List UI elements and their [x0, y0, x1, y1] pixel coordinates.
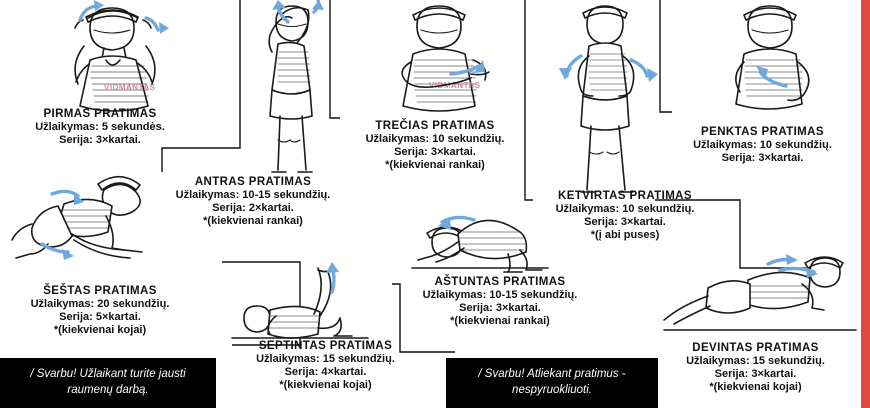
exercise-2-title: ANTRAS PRATIMAS	[194, 176, 312, 188]
figure-exercise-4	[545, 0, 665, 200]
exercise-5-line-2: Serija: 3×kartai.	[721, 151, 804, 164]
caption-exercise-3	[330, 120, 540, 171]
accent-bar	[861, 0, 870, 408]
caption-exercise-2	[148, 176, 358, 227]
exercise-3-title: TREČIAS PRATIMAS	[375, 120, 495, 132]
caption-exercise-5	[655, 126, 870, 165]
note-right: / Svarbu! Atliekant pratimus - nespyruokliuoti.	[446, 358, 658, 408]
exercise-1-line-2: Serija: 3×kartai.	[59, 133, 141, 146]
exercise-2-line-2: Serija: 2×kartai.	[212, 201, 294, 214]
exercise-9-title: DEVINTAS PRATIMAS	[692, 342, 819, 354]
caption-exercise-9	[648, 342, 863, 393]
figure-exercise-3	[355, 0, 515, 120]
svg-text:VIDMANTAS: VIDMANTAS	[104, 83, 156, 92]
exercise-1-line-1: Užlaikymas: 5 sekundės.	[35, 121, 165, 134]
exercise-7-line-2: Serija: 4×kartai.	[284, 365, 367, 378]
exercise-3-line-1: Užlaikymas: 10 sekundžių.	[365, 133, 505, 146]
exercise-6-line-3: *(kiekvienai kojai)	[53, 323, 147, 336]
exercise-6-line-2: Serija: 5×kartai.	[59, 310, 141, 323]
note-left: / Svarbu! Užlaikant turite jausti raumenų darbą.	[0, 358, 216, 408]
exercise-8-line-3: *(kiekvienai rankai)	[450, 314, 550, 327]
caption-exercise-8	[390, 276, 610, 327]
exercise-3-line-2: Serija: 3×kartai.	[394, 145, 476, 158]
exercise-6-title: ŠEŠTAS PRATIMAS	[43, 285, 157, 297]
exercise-5-title: PENKTAS PRATIMAS	[701, 126, 824, 138]
exercise-9-line-1: Užlaikymas: 15 sekundžių.	[686, 355, 825, 368]
exercise-9-line-3: *(kiekvienai kojai)	[709, 380, 802, 393]
caption-exercise-1	[0, 108, 200, 147]
figure-exercise-1	[28, 0, 198, 112]
exercise-8-line-1: Užlaikymas: 10-15 sekundžių.	[422, 289, 578, 302]
figure-exercise-7	[228, 262, 398, 344]
exercise-7-title: SEPTINTAS PRATIMAS	[258, 340, 393, 352]
caption-exercise-4	[520, 190, 730, 241]
figure-exercise-9	[660, 250, 860, 350]
exercise-4-line-2: Serija: 3×kartai.	[584, 215, 666, 228]
exercise-5-line-1: Užlaikymas: 10 sekundžių.	[693, 139, 832, 152]
exercise-8-line-2: Serija: 3×kartai.	[459, 301, 541, 314]
exercise-2-line-1: Užlaikymas: 10-15 sekundžių.	[175, 189, 331, 202]
exercise-9-line-2: Serija: 3×kartai.	[714, 367, 797, 380]
exercise-6-line-1: Užlaikymas: 20 sekundžių.	[30, 298, 170, 311]
exercise-8-title: AŠTUNTAS PRATIMAS	[434, 276, 566, 288]
exercise-1-title: PIRMAS PRATIMAS	[43, 108, 157, 120]
exercise-7-line-3: *(kiekvienai kojai)	[279, 378, 372, 391]
exercise-4-title: KETVIRTAS PRATIMAS	[558, 190, 692, 202]
caption-exercise-7	[218, 340, 433, 391]
exercise-4-line-1: Užlaikymas: 10 sekundžių.	[555, 203, 695, 216]
exercise-2-line-3: *(kiekvienai rankai)	[203, 214, 303, 227]
caption-exercise-6	[0, 285, 200, 336]
exercise-3-line-3: *(kiekvienai rankai)	[385, 158, 485, 171]
exercise-7-line-1: Užlaikymas: 15 sekundžių.	[256, 353, 395, 366]
exercise-4-line-3: *(į abi puses)	[590, 228, 660, 241]
svg-text:VIDMANTAS: VIDMANTAS	[429, 81, 481, 90]
figure-exercise-5	[700, 0, 830, 112]
